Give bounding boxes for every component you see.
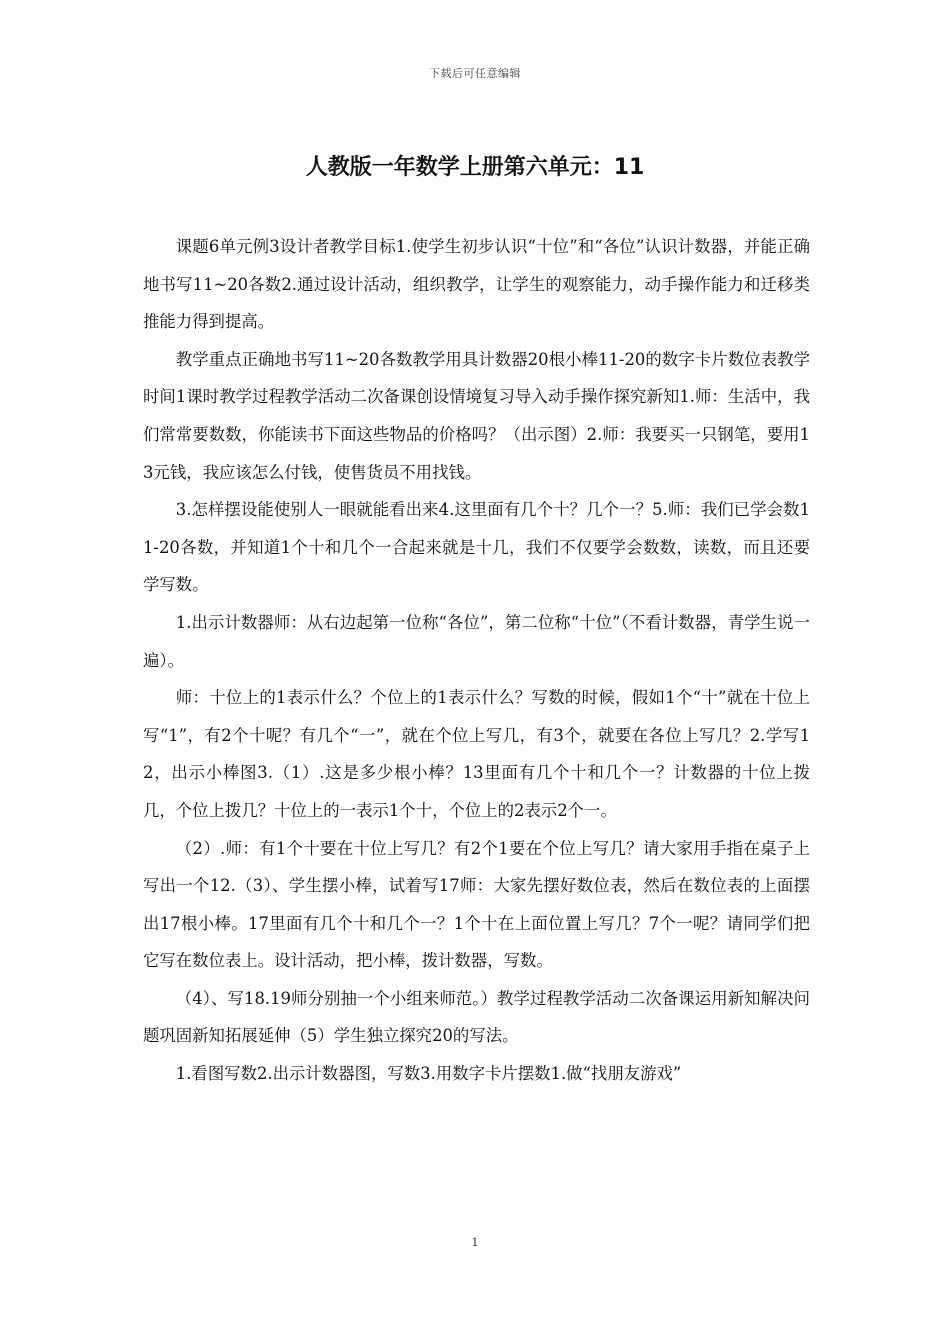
- page-header-note: 下载后可任意编辑: [429, 67, 521, 80]
- paragraph-6: （2）.师：有1个十要在十位上写几？有2个1要在个位上写几？请大家用手指在桌子上写出一个12.（3）、学生摆小棒，试着写17师：大家先摆好数位表，然后在数位表的上面摆出17根小棒。17里面有几个十和几个一？1个十在上面位置上写几？7个一呢？请同学们把它写在数位表上。设计活动，把小棒，拨计数器，写数。: [143, 838, 810, 971]
- paragraph-3: 3.怎样摆设能使别人一眼就能看出来4.这里面有几个十？几个一？5.师：我们已学会数11-20各数，并知道1个十和几个一合起来就是十几，我们不仅要学会数数，读数，而且还要学写数。: [143, 500, 810, 595]
- paragraph-4: 1.出示计数器师：从右边起第一位称“各位”，第二位称“十位”（不看计数器，青学生说一遍）。: [143, 612, 810, 670]
- document-title: 人教版一年数学上册第六单元：11: [305, 155, 645, 180]
- paragraph-8: 1.看图写数2.出示计数器图，写数3.用数字卡片摆数1.做“找朋友游戏”: [175, 1064, 682, 1084]
- paragraph-7: （4）、写18.19师分别抽一个小组来师范。）教学过程教学活动二次备课运用新知解决问题巩固新知拓展延伸（5）学生独立探究20的写法。: [143, 988, 810, 1046]
- paragraph-5: 师：十位上的1表示什么？个位上的1表示什么？写数的时候，假如1个“十”就在十位上写“1”，有2个十呢？有几个“一”，就在个位上写几，有3个，就要在各位上写几？2.学写12，出示小棒图3.（1）.这是多少根小棒？13里面有几个十和几个一？计数器的十位上拨几，个位上拨几？十位上的一表示1个十，个位上的2表示2个一。: [143, 688, 810, 820]
- document-body: [143, 228, 810, 1093]
- paragraph-2: 教学重点正确地书写11~20各数教学用具计数器20根小棒11-20的数字卡片数位表教学时间1课时教学过程教学活动二次备课创设情境复习导入动手操作探究新知1.师：生活中，我们常常要数数，你能读书下面这些物品的价格吗？（出示图）2.师：我要买一只钢笔，要用13元钱，我应该怎么付钱，使售货员不用找钱。: [143, 349, 810, 482]
- page-number: 1: [471, 1236, 479, 1249]
- paragraph-1: 课题6单元例3设计者教学目标1.使学生初步认识“十位”和“各位”认识计数器，并能正确地书写11~20各数2.通过设计活动，组织教学，让学生的观察能力，动手操作能力和迁移类推能力得到提高。: [143, 237, 810, 332]
